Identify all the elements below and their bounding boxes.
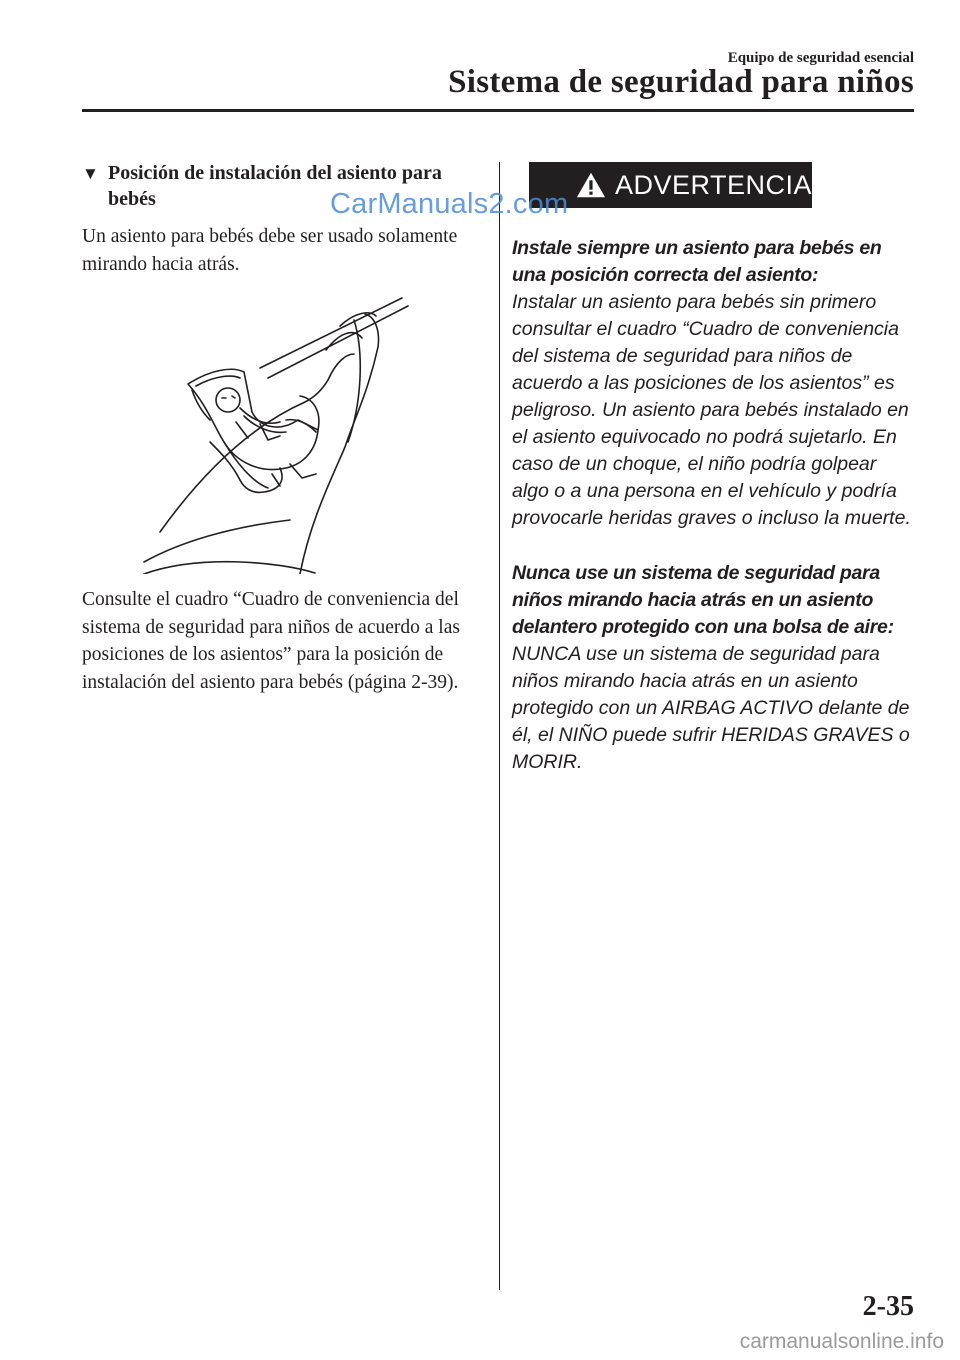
rear-facing-infant-seat-illustration [140, 292, 418, 574]
intro-paragraph: Un asiento para bebés debe ser usado solamente mirando hacia atrás. [82, 226, 458, 275]
warning-column [512, 162, 912, 776]
warning-heading: Nunca use un sistema de seguridad para niños mirando hacia atrás en un asiento delantero protegido con una bolsa de aire: [512, 562, 894, 638]
reference-paragraph: Consulte el cuadro “Cuadro de conveniencia del sistema de seguridad para niños de acuerdo a las posiciones de los asientos” para la posición de instalación del asiento para bebés (página 2-39). [82, 589, 460, 693]
page-number: 2-35 [862, 1291, 914, 1322]
triangle-down-icon: ▼ [82, 164, 99, 183]
warning-body: NUNCA use un sistema de seguridad para niños mirando hacia atrás en un asiento protegido con un AIRBAG ACTIVO delante de él, el NIÑO puede sufrir HERIDAS GRAVES o MORIR. [512, 643, 910, 773]
header-section-label: Equipo de seguridad esencial [727, 50, 914, 66]
column-divider [499, 162, 500, 1290]
warning-triangle-icon [575, 170, 607, 200]
header-rule [82, 109, 914, 112]
warning-block [512, 235, 912, 532]
warning-label: ADVERTENCIA [614, 169, 812, 200]
left-column [82, 160, 474, 696]
warning-heading: Instale siempre un asiento para bebés en una posición correcta del asiento: [512, 237, 882, 286]
footer-watermark[interactable]: carmanualsonline.info [739, 1330, 944, 1353]
subheading-text: Posición de instalación del asiento para bebés [108, 162, 442, 210]
warning-body: Instalar un asiento para bebés sin primero consultar el cuadro “Cuadro de conveniencia del sistema de seguridad para niños de acuerdo a las posiciones de los asientos” es peligroso. Un asiento para bebés instalado en el asiento equivocado no podrá sujetarlo. En caso de un choque, el niño podría golpear algo o a una persona en el vehículo y podría provocarle heridas graves o incluso la muerte. [512, 291, 911, 529]
watermark-link[interactable]: CarManuals2.com [330, 188, 569, 220]
warning-block [512, 560, 912, 776]
warning-banner [529, 162, 812, 208]
page-title: Sistema de seguridad para niños [448, 64, 914, 100]
